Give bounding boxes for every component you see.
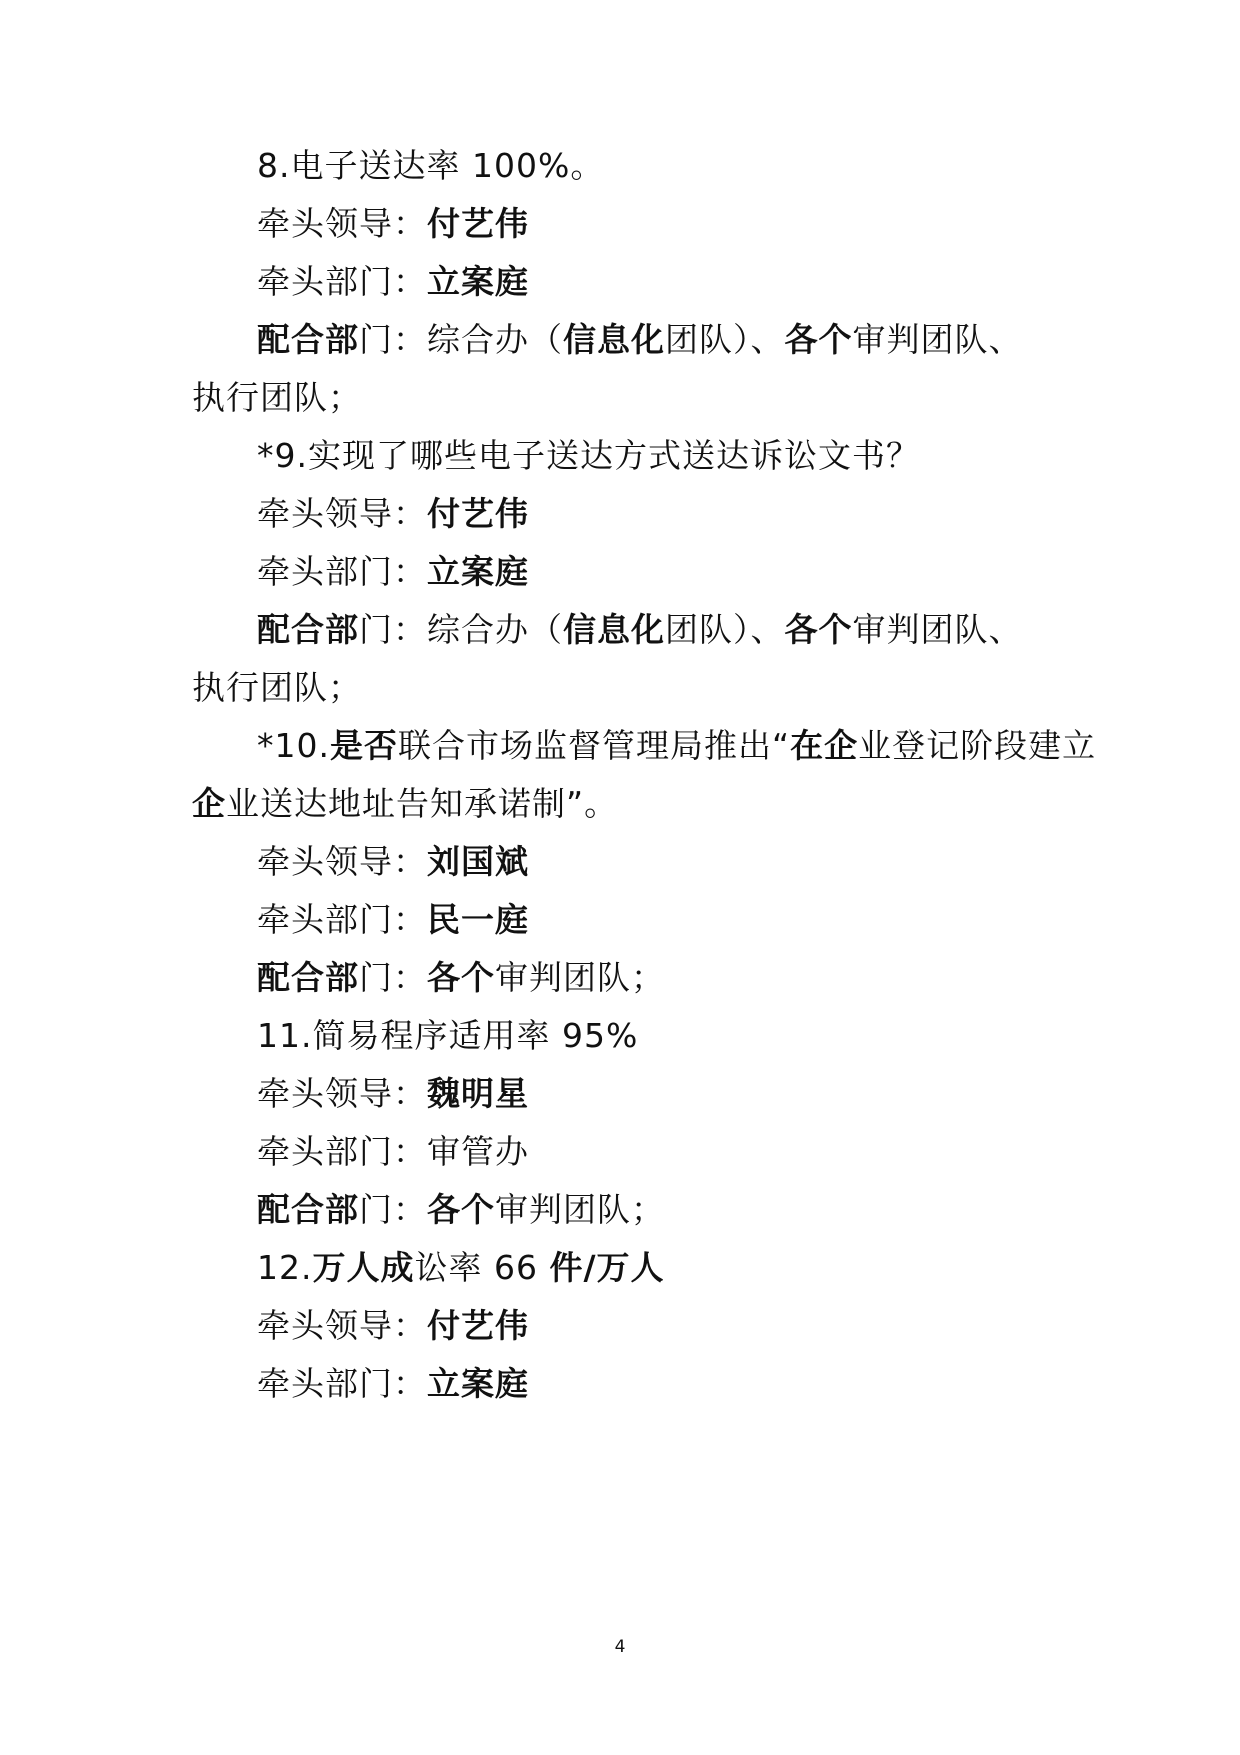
text-run: 立案庭 <box>427 552 529 591</box>
text-run: 刘国斌 <box>427 842 529 881</box>
text-run: 是否 <box>329 726 398 765</box>
text-line <box>257 1248 665 1288</box>
text-run: 11.简易程序适用率 95% <box>257 1016 639 1055</box>
text-run: 牵头部门： <box>257 552 427 591</box>
text-line <box>257 552 529 592</box>
text-run: 民一庭 <box>427 900 529 939</box>
text-line <box>257 1364 529 1404</box>
text-run: 联合市场监督管理局推出“ <box>397 726 791 765</box>
text-run: 信息化 <box>563 610 665 649</box>
text-run: 各个 <box>784 320 853 359</box>
page-number: 4 <box>614 1637 626 1657</box>
text-run: 企 <box>192 784 226 823</box>
text-run: 配合部 <box>257 958 359 997</box>
text-line <box>257 610 1023 650</box>
text-line <box>257 1132 529 1172</box>
text-line <box>257 494 529 534</box>
text-run: 在企 <box>790 726 859 765</box>
text-run: 执行团队； <box>192 378 362 417</box>
text-run: 业送达地址告知承诺制”。 <box>226 784 619 823</box>
text-line <box>257 262 529 302</box>
text-run: 各个 <box>784 610 853 649</box>
text-run: 立案庭 <box>427 1364 529 1403</box>
text-run: 门：综合办（ <box>359 610 563 649</box>
text-line <box>257 726 1096 766</box>
text-run: 讼率 66 <box>414 1248 550 1287</box>
text-run: 各个 <box>427 958 495 997</box>
text-run: 配合部 <box>257 610 359 649</box>
text-line <box>192 378 362 418</box>
text-run: 配合部 <box>257 320 359 359</box>
text-run: 审判团队； <box>495 1190 665 1229</box>
text-run: 牵头部门： <box>257 900 427 939</box>
text-run: 立案庭 <box>427 262 529 301</box>
text-line <box>257 1074 529 1114</box>
text-run: 魏明星 <box>427 1074 529 1113</box>
text-run: 12. <box>257 1248 313 1287</box>
text-run: 门： <box>359 1190 427 1229</box>
text-run: 业登记阶段建立 <box>858 726 1097 765</box>
text-run: 审判团队； <box>495 958 665 997</box>
text-run: *10. <box>257 726 330 765</box>
text-run: 团队）、 <box>665 610 785 649</box>
text-line <box>257 900 529 940</box>
text-run: 8.电子送达率 100%。 <box>257 146 605 185</box>
text-run: 万人成 <box>312 1248 415 1287</box>
text-run: 团队）、 <box>665 320 785 359</box>
text-run: 执行团队； <box>192 668 362 707</box>
text-line <box>257 436 920 476</box>
text-line <box>192 668 362 708</box>
text-line <box>192 784 618 824</box>
text-run: 审判团队、 <box>852 320 1023 359</box>
text-line <box>257 146 604 186</box>
text-line <box>257 1306 529 1346</box>
text-run: 牵头领导： <box>257 842 427 881</box>
text-run: 配合部 <box>257 1190 359 1229</box>
text-run: 各个 <box>427 1190 495 1229</box>
text-run: 审判团队、 <box>852 610 1023 649</box>
text-line <box>257 1190 665 1230</box>
text-run: 牵头部门： <box>257 262 427 301</box>
text-line <box>257 320 1023 360</box>
text-run: 牵头领导： <box>257 494 427 533</box>
text-run: 牵头领导： <box>257 1306 427 1345</box>
text-run: 付艺伟 <box>427 204 529 243</box>
text-run: *9.实现了哪些电子送达方式送达诉讼文书？ <box>257 436 920 475</box>
text-line <box>257 1016 638 1056</box>
text-run: 门： <box>359 958 427 997</box>
text-run: 牵头领导： <box>257 204 427 243</box>
text-run: 牵头领导： <box>257 1074 427 1113</box>
text-run: 件/万人 <box>549 1248 665 1287</box>
text-run: 门：综合办（ <box>359 320 563 359</box>
text-run: 牵头部门：审管办 <box>257 1132 529 1171</box>
text-line <box>257 958 665 998</box>
text-run: 信息化 <box>563 320 665 359</box>
text-run: 付艺伟 <box>427 1306 529 1345</box>
text-line <box>257 204 529 244</box>
text-run: 付艺伟 <box>427 494 529 533</box>
text-run: 牵头部门： <box>257 1364 427 1403</box>
text-line <box>257 842 529 882</box>
